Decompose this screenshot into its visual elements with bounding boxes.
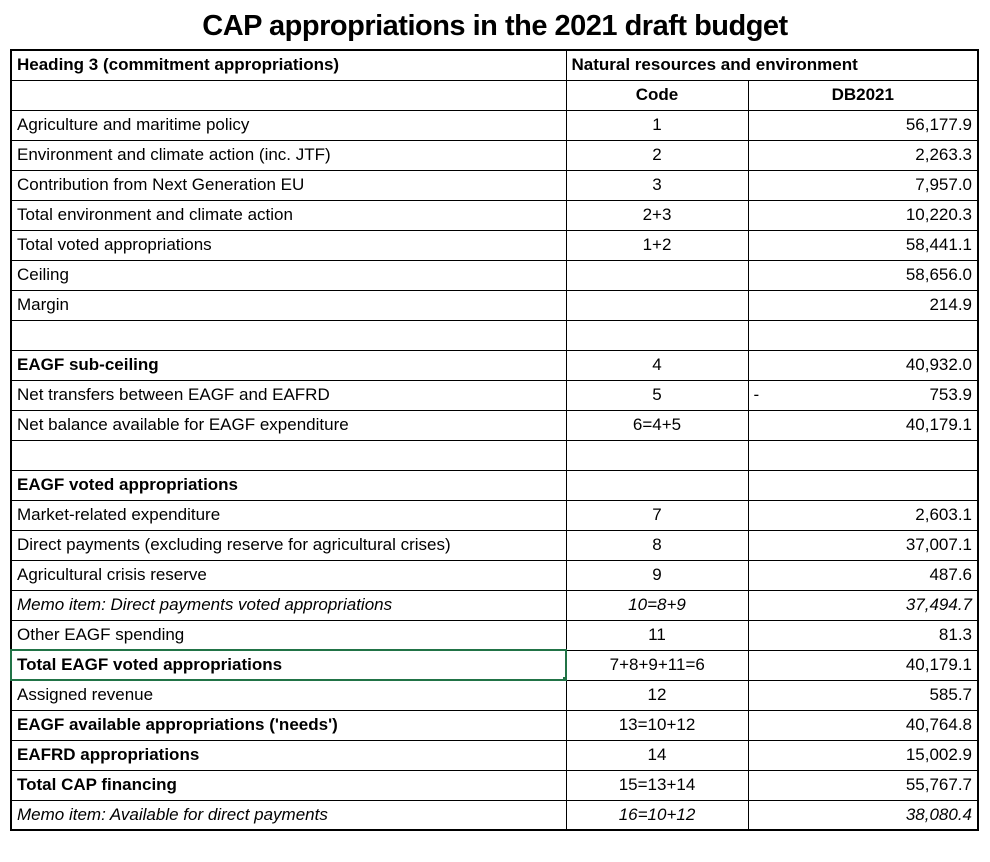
row-label-text: Memo item: Available for direct payments [17, 804, 328, 824]
table-row [11, 770, 978, 800]
row-value-text: 81.3 [938, 625, 973, 644]
row-value-cell[interactable] [748, 620, 978, 650]
row-value-cell[interactable] [748, 380, 978, 410]
row-code-cell[interactable]: 5 [566, 380, 748, 410]
row-label-cell[interactable] [11, 380, 566, 410]
row-value-cell[interactable] [748, 200, 978, 230]
fill-handle[interactable] [562, 676, 566, 680]
row-code-cell[interactable]: 12 [566, 680, 748, 710]
row-value-text: 487.6 [929, 565, 973, 584]
table-row [11, 350, 978, 380]
row-code-cell[interactable] [566, 320, 748, 350]
row-label-cell[interactable] [11, 200, 566, 230]
row-label-cell[interactable] [11, 800, 566, 830]
row-value-cell[interactable] [748, 230, 978, 260]
row-label-text: Total environment and climate action [17, 205, 293, 224]
row-label-text: Net transfers between EAGF and EAFRD [17, 385, 330, 404]
row-value-text: 7,957.0 [915, 175, 973, 194]
header-row-1 [11, 50, 978, 80]
row-code-cell[interactable]: 11 [566, 620, 748, 650]
row-value-cell[interactable] [748, 470, 978, 500]
table-row [11, 470, 978, 500]
table-row [11, 740, 978, 770]
row-label-text: Total voted appropriations [17, 235, 212, 254]
table-row [11, 260, 978, 290]
row-value-text: 2,603.1 [915, 505, 973, 524]
row-label-cell[interactable] [11, 740, 566, 770]
row-label-text: Agriculture and maritime policy [17, 115, 250, 134]
row-label-text: Total CAP financing [17, 775, 177, 794]
row-label-cell[interactable] [11, 470, 566, 500]
row-label-cell[interactable] [11, 680, 566, 710]
row-value-cell[interactable] [748, 800, 978, 830]
row-code-cell[interactable]: 6=4+5 [566, 410, 748, 440]
header-cell-heading3[interactable]: Heading 3 (commitment appropriations) [11, 50, 566, 80]
row-value-text: 2,263.3 [915, 145, 973, 164]
row-label-cell[interactable] [11, 320, 566, 350]
table-row [11, 290, 978, 320]
row-label-cell[interactable] [11, 350, 566, 380]
row-code-cell[interactable]: 2 [566, 140, 748, 170]
row-code-cell[interactable]: 8 [566, 530, 748, 560]
row-value-cell[interactable] [748, 740, 978, 770]
row-value-cell[interactable] [748, 110, 978, 140]
header-cell-empty[interactable] [11, 80, 566, 110]
row-value-cell[interactable] [748, 320, 978, 350]
row-value-text: 40,932.0 [905, 355, 973, 374]
table-row [11, 650, 978, 680]
table-row [11, 230, 978, 260]
row-code-cell[interactable] [566, 470, 748, 500]
row-value-text: 37,494.7 [905, 595, 973, 614]
row-code-cell[interactable]: 3 [566, 170, 748, 200]
row-code-cell[interactable]: 13=10+12 [566, 710, 748, 740]
table-row [11, 530, 978, 560]
row-value-text: 40,764.8 [905, 715, 973, 734]
row-value-text: 585.7 [929, 685, 973, 704]
row-label-text: Ceiling [17, 265, 69, 284]
row-code-cell[interactable]: 7 [566, 500, 748, 530]
table-row [11, 500, 978, 530]
row-code-cell[interactable]: 7+8+9+11=6 [566, 650, 748, 680]
budget-table [10, 49, 979, 831]
table-row [11, 710, 978, 740]
header-cell-code[interactable]: Code [566, 80, 748, 110]
row-value-cell[interactable] [748, 710, 978, 740]
row-code-cell[interactable]: 10=8+9 [566, 590, 748, 620]
row-label-text: EAFRD appropriations [17, 745, 200, 764]
row-value-text: 40,179.1 [905, 415, 973, 434]
table-row [11, 590, 978, 620]
table-row [11, 200, 978, 230]
row-label-cell[interactable] [11, 290, 566, 320]
table-row [11, 320, 978, 350]
row-label-text: Environment and climate action (inc. JTF) [17, 145, 331, 164]
row-code-cell[interactable]: 1+2 [566, 230, 748, 260]
row-value-cell[interactable] [748, 530, 978, 560]
row-value-text: 214.9 [929, 295, 973, 314]
row-value-cell[interactable] [748, 410, 978, 440]
row-value-cell[interactable] [748, 440, 978, 470]
row-value-cell[interactable] [748, 770, 978, 800]
table-row [11, 410, 978, 440]
row-label-text: Other EAGF spending [17, 624, 185, 644]
row-label-text: Assigned revenue [17, 685, 154, 705]
table-row [11, 800, 978, 830]
table-row [11, 440, 978, 470]
row-code-cell[interactable]: 9 [566, 560, 748, 590]
row-value-text: 58,441.1 [905, 235, 973, 254]
row-label-cell[interactable] [11, 110, 566, 140]
row-value-cell[interactable] [748, 290, 978, 320]
row-value-text: 56,177.9 [905, 115, 973, 134]
row-value-text: 55,767.7 [905, 775, 973, 794]
row-code-cell[interactable] [566, 260, 748, 290]
row-value-cell[interactable] [748, 650, 978, 680]
table-row [11, 560, 978, 590]
header-row-2 [11, 80, 978, 110]
row-label-cell[interactable] [11, 500, 566, 530]
row-code-cell[interactable] [566, 440, 748, 470]
row-value-cell[interactable] [748, 260, 978, 290]
row-value-text: 40,179.1 [905, 655, 973, 674]
row-value-cell[interactable] [748, 350, 978, 380]
row-value-cell[interactable] [748, 140, 978, 170]
row-label-text: Direct payments (excluding reserve for agricultural crises) [17, 535, 451, 554]
table-row [11, 680, 978, 710]
row-code-cell[interactable]: 4 [566, 350, 748, 380]
row-value-text: 37,007.1 [905, 535, 973, 554]
row-label-text: EAGF sub-ceiling [17, 355, 159, 374]
row-label-cell[interactable] [11, 410, 566, 440]
row-value-text: 15,002.9 [905, 745, 973, 764]
row-label-cell[interactable] [11, 440, 566, 470]
row-value-text: 58,656.0 [905, 265, 973, 284]
row-label-cell[interactable] [11, 560, 566, 590]
row-label-cell[interactable] [11, 710, 566, 740]
table-row [11, 140, 978, 170]
row-code-cell[interactable]: 16=10+12 [566, 800, 748, 830]
table-row [11, 110, 978, 140]
row-label-cell[interactable] [11, 770, 566, 800]
row-label-text: Net balance available for EAGF expenditure [17, 415, 349, 434]
row-label-text: Total EAGF voted appropriations [17, 655, 283, 674]
row-label-text: Margin [17, 295, 69, 314]
header-cell-db2021[interactable]: DB2021 [748, 80, 978, 110]
row-label-cell[interactable] [11, 140, 566, 170]
table-row [11, 380, 978, 410]
negative-sign: - [753, 385, 760, 404]
table-row [11, 620, 978, 650]
table-row [11, 170, 978, 200]
header-cell-group[interactable]: Natural resources and environment [566, 50, 978, 80]
row-code-cell[interactable]: 2+3 [566, 200, 748, 230]
row-label-cell[interactable] [11, 620, 566, 650]
selected-cell[interactable] [11, 650, 566, 680]
row-label-text: Market-related expenditure [17, 505, 221, 524]
row-label-cell[interactable] [11, 260, 566, 290]
table-body [11, 110, 978, 830]
row-value-text: 38,080.4 [905, 804, 973, 824]
row-value-cell[interactable] [748, 590, 978, 620]
row-label-cell[interactable] [11, 230, 566, 260]
row-label-text: Memo item: Direct payments voted appropriations [17, 595, 393, 614]
row-value-text: 10,220.3 [905, 205, 973, 224]
row-value-cell[interactable] [748, 170, 978, 200]
page-title: CAP appropriations in the 2021 draft budget [202, 10, 788, 42]
row-code-cell[interactable]: 15=13+14 [566, 770, 748, 800]
row-code-cell[interactable]: 14 [566, 740, 748, 770]
row-value-text: 753.9 [929, 385, 973, 404]
row-value-cell[interactable] [748, 500, 978, 530]
row-value-cell[interactable] [748, 560, 978, 590]
table-header [11, 50, 978, 110]
row-code-cell[interactable]: 1 [566, 110, 748, 140]
row-label-text: Agricultural crisis reserve [17, 565, 207, 584]
row-label-cell[interactable] [11, 170, 566, 200]
row-label-text: EAGF voted appropriations [17, 475, 239, 494]
row-label-text: EAGF available appropriations ('needs') [17, 715, 338, 734]
row-value-cell[interactable] [748, 680, 978, 710]
row-code-cell[interactable] [566, 290, 748, 320]
row-label-text: Contribution from Next Generation EU [17, 175, 305, 194]
row-label-cell[interactable] [11, 530, 566, 560]
row-label-cell[interactable] [11, 590, 566, 620]
